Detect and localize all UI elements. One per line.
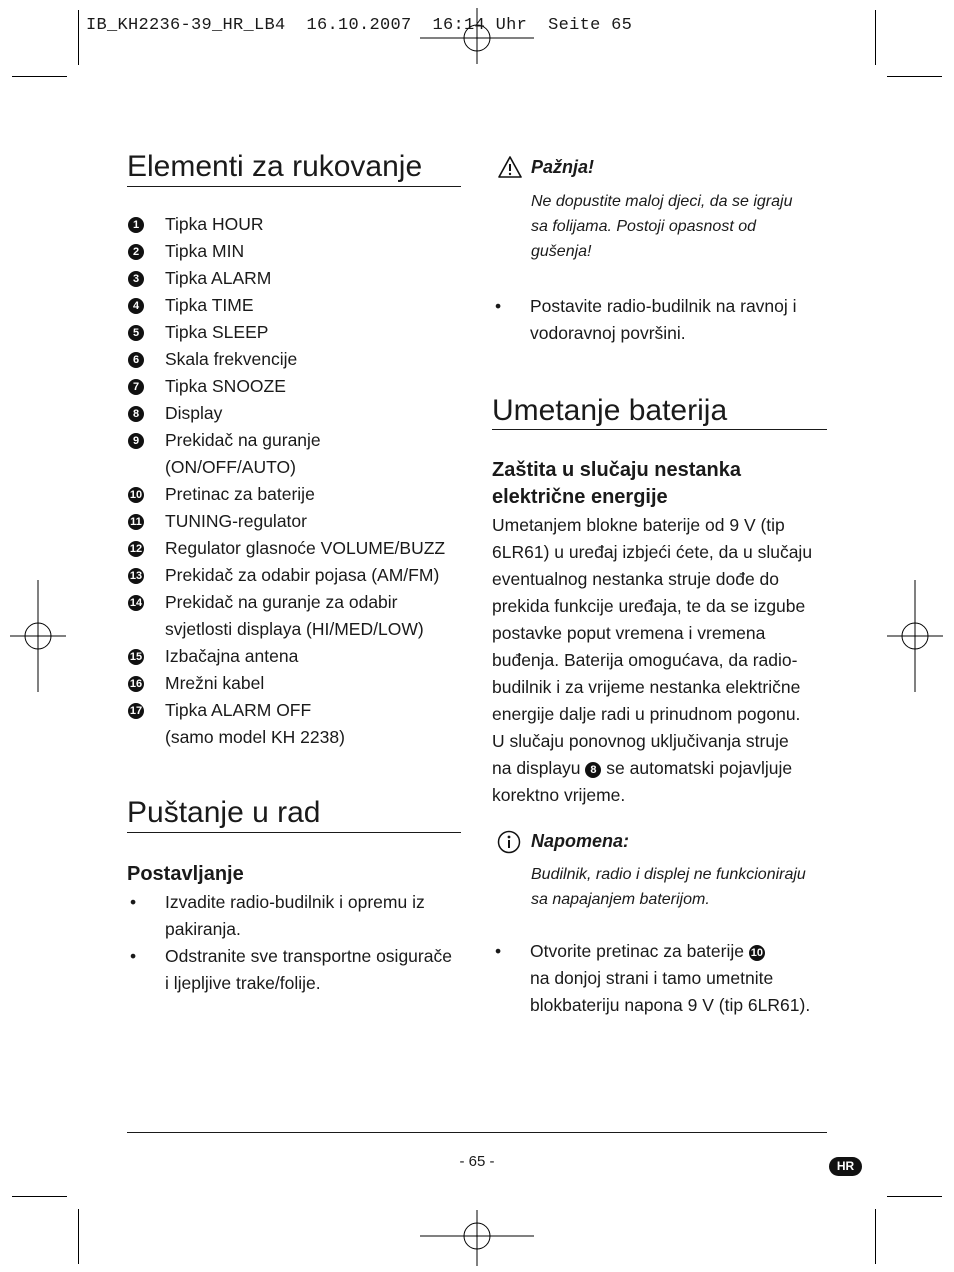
crop-mark: [875, 10, 876, 65]
language-badge: HR: [829, 1157, 862, 1176]
control-list-item: [128, 238, 468, 265]
paragraph-line: budilnik i za vrijeme nestanka električne: [492, 677, 801, 697]
control-label: Display: [165, 403, 223, 423]
paragraph-text: korektno vrijeme.: [492, 785, 626, 805]
battery-paragraph-end: [492, 755, 837, 809]
control-list-item: [128, 292, 468, 319]
paragraph-line: U slučaju ponovnog uključivanja struje: [492, 731, 789, 751]
control-label: svjetlosti displaya (HI/MED/LOW): [165, 619, 424, 639]
bullet-text: i ljepljive trake/folije.: [165, 973, 321, 993]
item-number-badge: 8: [585, 762, 601, 778]
registration-mark-left: [10, 580, 66, 692]
print-slug: IB_KH2236-39_HR_LB4 16.10.2007 16:14 Uhr Seite 65: [86, 16, 633, 35]
bullet-dot: •: [130, 946, 137, 966]
control-label: Skala frekvencije: [165, 349, 298, 369]
control-label: Pretinac za baterije: [165, 484, 315, 504]
bullet-item: [492, 293, 832, 347]
title-rule: [492, 429, 827, 430]
item-number-badge: 1: [128, 217, 144, 233]
note-text: [531, 862, 841, 912]
control-label: Mrežni kabel: [165, 673, 265, 693]
registration-mark-right: [887, 580, 943, 692]
paragraph-text: na displayu: [492, 758, 581, 778]
item-number-badge: 16: [129, 678, 143, 690]
page-number: - 65 -: [459, 1153, 495, 1170]
bullet-dot: •: [130, 892, 137, 912]
control-label: Prekidač na guranje: [165, 430, 321, 450]
item-number-badge: 17: [129, 705, 143, 717]
battery-paragraph: [492, 512, 837, 755]
bullet-dot: •: [495, 296, 502, 316]
control-label: Tipka SNOOZE: [165, 376, 286, 396]
bullet-text: Postavite radio-budilnik na ravnoj i: [530, 296, 797, 316]
item-number-badge: 6: [128, 352, 144, 368]
warning-line: sa folijama. Postoji opasnost od: [531, 218, 757, 235]
paragraph-line: Umetanjem blokne baterije od 9 V (tip: [492, 515, 785, 535]
subtitle-line: Zaštita u slučaju nestanka: [492, 459, 741, 481]
crop-mark: [875, 1209, 876, 1264]
bullet-text: pakiranja.: [165, 919, 241, 939]
control-list-item: [128, 427, 468, 481]
section-title-startup: Puštanje u rad: [127, 796, 321, 829]
bullet-text: [530, 965, 837, 1019]
item-number-badge: 4: [128, 298, 144, 314]
paragraph-line: buđenja. Baterija omogućava, da radio-: [492, 650, 798, 670]
paragraph-text: se automatski pojavljuje: [606, 758, 793, 778]
bullet-item: [127, 943, 467, 997]
warning-text: [531, 189, 841, 264]
control-label: Tipka TIME: [165, 295, 254, 315]
subsection-title-setup: Postavljanje: [127, 863, 244, 885]
control-list-item: [128, 211, 468, 238]
paragraph-line: eventualnog nestanka struje dođe do: [492, 569, 780, 589]
bullet-line: na donjoj strani i tamo umetnite: [530, 968, 774, 988]
control-list-item: [128, 508, 468, 535]
note-line: sa napajanjem baterijom.: [531, 891, 710, 908]
crop-mark: [887, 76, 942, 77]
controls-list: [128, 211, 468, 751]
subsection-title-power-failure: [492, 457, 832, 511]
paragraph-line: prekida funkcije uređaja, te da se izgube: [492, 596, 806, 616]
note-line: Budilnik, radio i displej ne funkcioniraju: [531, 866, 806, 883]
warning-line: Ne dopustite maloj djeci, da se igraju: [531, 193, 793, 210]
item-number-badge: 2: [128, 244, 144, 260]
info-icon: [497, 830, 521, 854]
control-label: Izbačajna antena: [165, 646, 299, 666]
registration-mark-bottom: [420, 1210, 534, 1266]
control-list-item: [128, 670, 468, 697]
bullet-line: blokbateriju napona 9 V (tip 6LR61).: [530, 995, 811, 1015]
control-label: TUNING-regulator: [165, 511, 307, 531]
subtitle-line: električne energije: [492, 486, 668, 508]
bullet-text: Otvorite pretinac za baterije: [530, 941, 744, 961]
control-list-item: [128, 346, 468, 373]
item-number-badge: 7: [128, 379, 144, 395]
paragraph-line: energije dalje radi u prinudnom pogonu.: [492, 704, 801, 724]
control-list-item: [128, 697, 468, 751]
section-title-controls: Elementi za rukovanje: [127, 150, 423, 183]
crop-mark: [887, 1196, 942, 1197]
warning-triangle-icon: [497, 155, 523, 179]
item-number-badge: 11: [128, 514, 144, 530]
placement-bullet: [492, 293, 832, 347]
paragraph-line: postavke poput vremena i vremena: [492, 623, 766, 643]
control-list-item: [128, 265, 468, 292]
item-number-badge: 12: [129, 543, 143, 555]
control-list-item: [128, 373, 468, 400]
control-label: Tipka SLEEP: [165, 322, 269, 342]
title-rule: [127, 832, 461, 833]
crop-mark: [78, 10, 79, 65]
control-list-item: [128, 643, 468, 670]
control-label: Regulator glasnoće VOLUME/BUZZ: [165, 538, 446, 558]
item-number-badge: 8: [128, 406, 144, 422]
crop-mark: [12, 76, 67, 77]
control-label: (samo model KH 2238): [165, 727, 345, 747]
warning-title: Pažnja!: [531, 157, 595, 177]
control-label: Tipka MIN: [165, 241, 245, 261]
open-compartment-bullet: [492, 938, 837, 1019]
bullet-text: Odstranite sve transportne osigurače: [165, 946, 452, 966]
bullet-dot: •: [495, 941, 502, 961]
control-label: Tipka ALARM OFF: [165, 700, 312, 720]
item-number-badge: 15: [129, 651, 143, 663]
item-number-badge: 5: [128, 325, 144, 341]
control-list-item: [128, 481, 468, 508]
control-label: Prekidač na guranje za odabir: [165, 592, 398, 612]
bullet-item: [127, 889, 467, 943]
control-label: (ON/OFF/AUTO): [165, 457, 296, 477]
control-label: Tipka HOUR: [165, 214, 264, 234]
control-label: Tipka ALARM: [165, 268, 272, 288]
item-number-badge: 3: [128, 271, 144, 287]
setup-bullets: [127, 889, 467, 997]
footer-rule: [127, 1132, 827, 1133]
control-label: Prekidač za odabir pojasa (AM/FM): [165, 565, 440, 585]
title-rule: [127, 186, 461, 187]
warning-line: gušenja!: [531, 243, 592, 260]
control-list-item: [128, 589, 468, 643]
item-number-badge: 14: [129, 597, 143, 609]
item-number-badge: 13: [129, 570, 143, 582]
bullet-text: vodoravnoj površini.: [530, 323, 686, 343]
crop-mark: [12, 1196, 67, 1197]
crop-mark: [78, 1209, 79, 1264]
control-list-item: [128, 319, 468, 346]
control-list-item: [128, 535, 468, 562]
item-number-badge: 9: [128, 433, 144, 449]
note-title: Napomena:: [531, 831, 630, 851]
item-number-badge: 10: [129, 489, 143, 501]
control-list-item: [128, 400, 468, 427]
section-title-batteries: Umetanje baterija: [492, 394, 728, 427]
bullet-text: Izvadite radio-budilnik i opremu iz: [165, 892, 425, 912]
paragraph-line: 6LR61) u uređaj izbjeći ćete, da u slučaju: [492, 542, 813, 562]
control-list-item: [128, 562, 468, 589]
item-number-badge: 10: [750, 947, 763, 959]
